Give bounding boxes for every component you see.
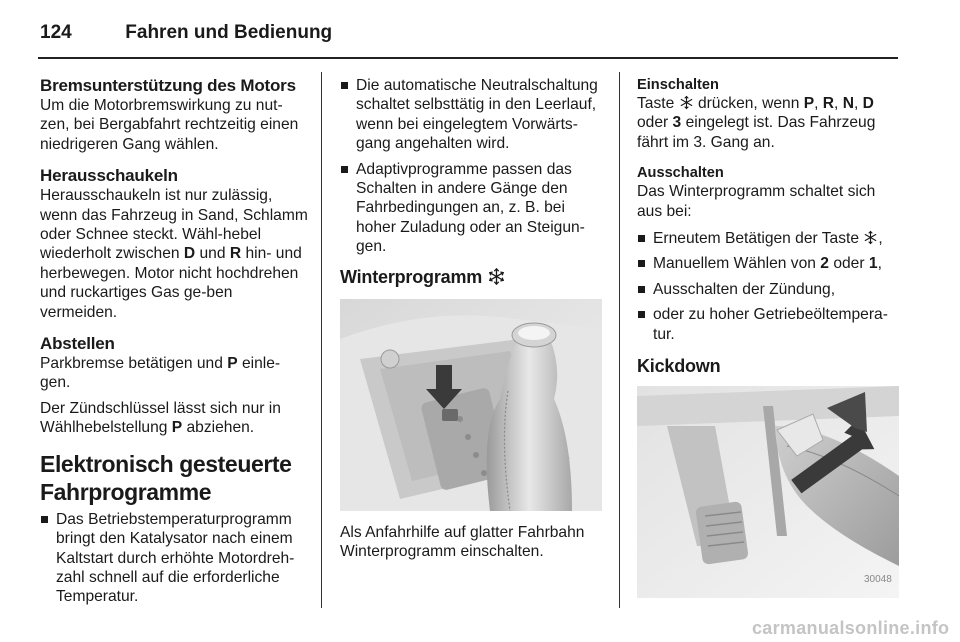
- parking-text-1: Parkbremse betätigen und P einle-gen.: [40, 355, 281, 392]
- list-item: Adaptivprogramme passen das Schalten in andere Gänge den Fahrbedingungen an, z. B. bei hoher Zuladung oder an Steigun-gen.: [340, 160, 608, 257]
- page-number: 124: [40, 22, 72, 43]
- watermark: carmanualsonline.info: [752, 618, 950, 638]
- column-divider: [321, 72, 322, 608]
- gear-lever-illustration: [340, 299, 602, 511]
- driving-programs-list: [40, 510, 308, 607]
- snowflake-icon: [863, 230, 878, 245]
- section-heading-engine-braking: Bremsunterstützung des Motors: [40, 76, 296, 95]
- section-heading-parking: Abstellen: [40, 334, 115, 354]
- page-header: [40, 22, 332, 44]
- section-heading-rocking: Herausschaukeln: [40, 166, 178, 186]
- list-item: Ausschalten der Zündung,: [637, 280, 902, 299]
- switch-off-text: Das Winterprogramm schaltet sich aus bei:: [637, 183, 876, 220]
- header-rule: [38, 57, 898, 59]
- snowflake-icon: [679, 95, 694, 110]
- section-heading-kickdown: Kickdown: [637, 356, 721, 377]
- rocking-text: Herausschaukeln ist nur zulässig, wenn das Fahrzeug in Sand, Schlamm oder Schnee steckt. Wähl-hebel wiederholt zwischen D und R hin- und herbewegen. Motor nicht hochdrehen und ruckartiges Gas ge-ben vermeiden.: [40, 187, 308, 321]
- column-divider: [619, 72, 620, 608]
- section-heading-driving-programs: Elektronisch gesteuerte Fahrprogramme: [40, 450, 292, 505]
- list-item: Die automatische Neutralschaltung schaltet selbsttätig in den Leerlauf, wenn bei eingelegtem Vorwärts-gang angehalten wird.: [340, 76, 608, 154]
- snowflake-icon: [487, 267, 506, 286]
- figure-code: 30048: [864, 574, 892, 585]
- list-item: Erneutem Betätigen der Taste ,: [637, 229, 902, 248]
- engine-braking-text: Um die Motorbremswirkung zu nut-zen, bei Bergabfahrt rechtzeitig einen niedrigeren Gang wählen.: [40, 97, 299, 153]
- list-item: Manuellem Wählen von 2 oder 1,: [637, 254, 902, 273]
- figure-caption: Als Anfahrhilfe auf glatter Fahrbahn Winterprogramm einschalten.: [340, 523, 585, 561]
- column-2: [340, 76, 608, 561]
- switch-on-text: Taste drücken, wenn P, R, N, D oder 3 eingelegt ist. Das Fahrzeug fährt im 3. Gang an.: [637, 95, 876, 151]
- list-item: Das Betriebstemperaturprogramm bringt den Katalysator nach einem Kaltstart durch erhöhte Motordreh-zahl schnell auf die erforderliche Temperatur.: [40, 510, 308, 607]
- subheading-switch-off: Ausschalten: [637, 165, 724, 182]
- subheading-switch-on: Einschalten: [637, 77, 719, 93]
- kickdown-pedal-illustration: [637, 386, 899, 598]
- driving-programs-list-cont: [340, 76, 608, 257]
- switch-off-list: [637, 229, 902, 344]
- page-title: Fahren und Bedienung: [125, 22, 333, 43]
- parking-text-2: Der Zündschlüssel lässt sich nur in Wählhebelstellung P abziehen.: [40, 399, 281, 437]
- list-item: oder zu hoher Getriebeöltempera-tur.: [637, 305, 902, 344]
- section-heading-winter-program: Winterprogramm: [340, 267, 608, 287]
- column-3: [637, 76, 902, 598]
- column-1: [40, 76, 308, 613]
